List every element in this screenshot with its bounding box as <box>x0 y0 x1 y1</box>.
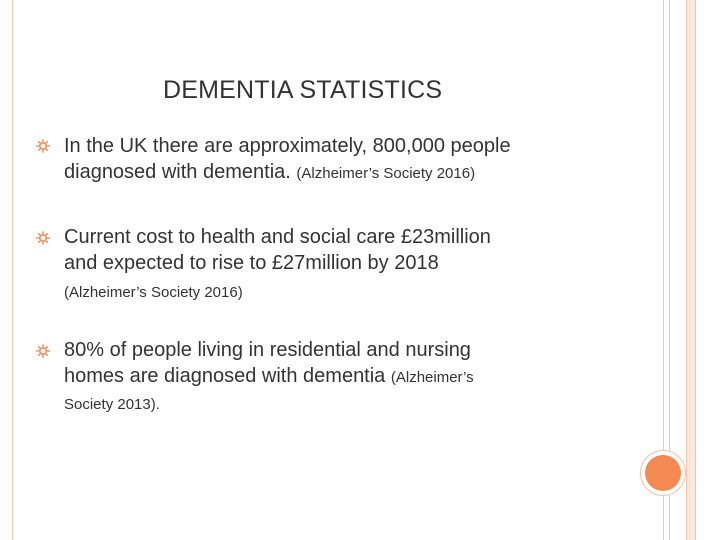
bullet-3-line-1: 80% of people living in residential and nursing <box>64 339 471 361</box>
bullet-1-line-1: In the UK there are approximately, 800,000 people <box>64 135 511 157</box>
bullet-3-citation-start: (Alzheimer’s <box>390 369 474 386</box>
bullet-item-3 <box>64 337 474 391</box>
sun-bullet-icon <box>36 344 50 358</box>
bullet-2-line-2: and expected to rise to £27million by 2018 <box>64 252 439 274</box>
bullet-1-line-2-text: diagnosed with dementia. <box>64 161 291 183</box>
sun-bullet-icon <box>36 139 50 153</box>
bullet-1-line-2 <box>64 159 511 187</box>
bullet-3-citation-end: Society 2013). <box>64 396 160 413</box>
decorative-side-stripe <box>686 0 696 540</box>
bullet-2-line-1: Current cost to health and social care £23million <box>64 226 491 248</box>
bullet-item-1 <box>64 133 511 187</box>
bullet-2-citation: (Alzheimer’s Society 2016) <box>64 284 243 301</box>
bullet-3-line-2-text: homes are diagnosed with dementia <box>64 365 386 387</box>
slide-title: DEMENTIA STATISTICS <box>163 76 443 104</box>
bullet-1-citation: (Alzheimer’s Society 2016) <box>296 165 476 182</box>
decorative-circle <box>645 455 681 491</box>
sun-bullet-icon <box>36 231 50 245</box>
bullet-3-line-2 <box>64 363 474 391</box>
bullet-item-2 <box>64 224 491 276</box>
